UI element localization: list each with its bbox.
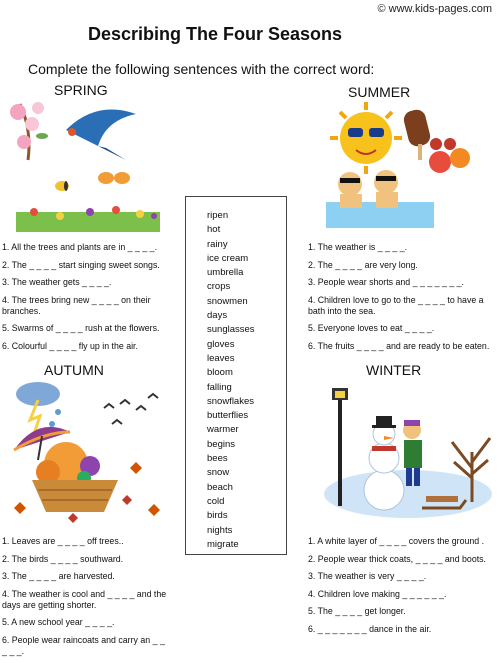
autumn-sentence-1: 1. Leaves are _ _ _ _ off trees.. xyxy=(2,536,124,546)
word-bank-item: ripen xyxy=(207,210,229,221)
summer-sentence-6: 6. The fruits _ _ _ _ and are ready to be eaten. xyxy=(308,340,490,351)
word-bank-item: leaves xyxy=(207,352,235,364)
word-bank xyxy=(207,209,255,552)
summer-sentences xyxy=(308,242,496,358)
autumn-heading: AUTUMN xyxy=(44,362,104,378)
summer-illustration xyxy=(326,102,496,234)
summer-heading: SUMMER xyxy=(348,84,411,100)
page-title: Describing The Four Seasons xyxy=(87,24,343,44)
word-bank-item: hot xyxy=(207,224,221,236)
word-bank-item: bees xyxy=(207,453,228,465)
spring-sentences xyxy=(2,242,172,358)
winter-sentence-3: 3. The weather is very _ _ _ _. xyxy=(308,571,427,581)
word-bank-item: sunglasses xyxy=(207,324,255,336)
autumn-sentence-4: 4. The weather is cool and _ _ _ _ and the days are getting shorter. xyxy=(2,588,167,610)
winter-heading: WINTER xyxy=(366,362,422,378)
site-credit: © www.kids-pages.com xyxy=(377,3,492,15)
word-bank-item: begins xyxy=(207,438,235,450)
copyright-icon: © xyxy=(377,3,386,15)
autumn-sentence-2: 2. The birds _ _ _ _ southward. xyxy=(2,553,124,564)
autumn-sentence-5: 5. A new school year _ _ _ _. xyxy=(2,617,115,627)
winter-sentence-5: 5. The _ _ _ _ get longer. xyxy=(308,606,406,616)
autumn-illustration xyxy=(8,380,168,530)
spring-sentence-5: 5. Swarms of _ _ _ _ rush at the flowers. xyxy=(2,323,160,333)
word-bank-item: migrate xyxy=(207,538,239,550)
autumn-sentence-6: 6. People wear raincoats and carry an _ _ _ _ _. xyxy=(2,634,165,656)
spring-sentence-4: 4. The trees bring new _ _ _ _ on their branches. xyxy=(2,294,151,316)
word-bank-item: snowmen xyxy=(207,295,248,307)
winter-sentence-1: 1. A white layer of _ _ _ _ covers the ground . xyxy=(308,536,485,546)
spring-illustration xyxy=(6,100,170,235)
autumn-sentence-3: 3. The _ _ _ _ are harvested. xyxy=(2,571,115,581)
word-bank-item: gloves xyxy=(207,338,235,350)
summer-sentence-3: 3. People wear shorts and _ _ _ _ _ _ _. xyxy=(308,277,465,287)
word-bank-item: birds xyxy=(207,510,228,522)
winter-sentence-6: 6. _ _ _ _ _ _ _ dance in the air. xyxy=(308,623,432,634)
winter-sentence-2: 2. People wear thick coats, _ _ _ _ and boots. xyxy=(308,553,487,564)
word-bank-item: warmer xyxy=(207,424,239,436)
spring-heading: SPRING xyxy=(54,82,108,98)
word-bank-item: snowflakes xyxy=(207,395,254,407)
spring-sentence-1: 1. All the trees and plants are in _ _ _ _. xyxy=(2,242,158,252)
word-bank-item: ice cream xyxy=(207,252,249,264)
winter-illustration xyxy=(322,382,494,532)
word-bank-item: bloom xyxy=(207,367,233,379)
autumn-sentences xyxy=(2,536,170,663)
word-bank-item: umbrella xyxy=(207,267,244,279)
spring-sentence-3: 3. The weather gets _ _ _ _. xyxy=(2,277,112,287)
word-bank-item: days xyxy=(207,310,228,322)
word-bank-item: beach xyxy=(207,481,233,493)
word-bank-item: butterflies xyxy=(207,410,249,422)
summer-sentence-5: 5. Everyone loves to eat _ _ _ _. xyxy=(308,323,435,333)
word-bank-item: crops xyxy=(207,281,231,293)
spring-sentence-6: 6. Colourful _ _ _ _ fly up in the air. xyxy=(2,340,138,351)
word-bank-item: nights xyxy=(207,524,233,536)
word-bank-item: cold xyxy=(207,495,225,507)
word-bank-item: falling xyxy=(207,381,232,393)
instructions: Complete the following sentences with the correct word: xyxy=(28,61,375,77)
winter-sentence-4: 4. Children love making _ _ _ _ _ _. xyxy=(308,588,447,599)
winter-sentences xyxy=(308,536,497,641)
summer-sentence-4: 4. Children love to go to the _ _ _ _ to have a bath into the sea. xyxy=(308,294,484,316)
word-bank-item: snow xyxy=(207,467,230,479)
summer-sentence-2: 2. The _ _ _ _ are very long. xyxy=(308,259,418,270)
word-bank-item: rainy xyxy=(207,238,228,250)
spring-sentence-2: 2. The _ _ _ _ start singing sweet songs. xyxy=(2,259,160,270)
summer-sentence-1: 1. The weather is _ _ _ _. xyxy=(308,242,408,252)
